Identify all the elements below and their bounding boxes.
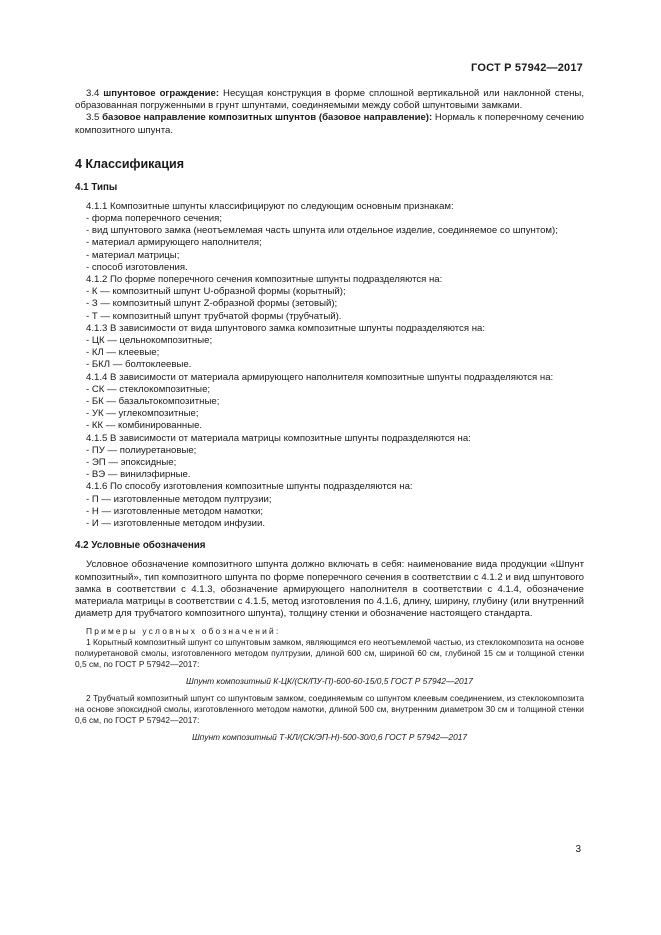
list-line: - ЭП — эпоксидные; — [86, 457, 177, 469]
page-number: 3 — [575, 844, 581, 855]
page-content — [75, 88, 584, 749]
list-line: - З — композитный шпунт Z-образной формы (зетовый); — [86, 298, 338, 310]
list-line: - БК — базальтокомпозитные; — [86, 396, 220, 408]
list-line: 4.1.3 В зависимости от вида шпунтового замка композитные шпунты подразделяются на: — [86, 322, 486, 334]
list-line: - вид шпунтового замка (неотъемлемая часть шпунта или отдельное изделие, соединяемое со шпунтом); — [86, 225, 558, 237]
list-line: - способ изготовления. — [86, 261, 188, 273]
term-definition: Несущая конструкция в форме сплошной вертикальной или наклонной стены, образованная погруженными в грунт шпунтами, соединяемыми между собой шпунтовыми замками. — [75, 88, 584, 112]
list-line: 4.1.5 В зависимости от материала матрицы композитные шпунты подразделяются на: — [86, 432, 471, 444]
list-line: - УК — углекомпозитные; — [86, 408, 199, 420]
list-line: - ПУ — полиуретановые; — [86, 444, 197, 456]
list-line: - ЦК — цельнокомпозитные; — [86, 335, 213, 347]
list-line: 4.1.4 В зависимости от материала армирующего наполнителя композитные шпунты подразделяются на: — [86, 371, 554, 383]
example-2-designation: Шпунт композитный Т-КЛ/(СК/ЭП-Н)-500-30/0,6 ГОСТ Р 57942—2017 — [191, 732, 468, 743]
classification-list — [75, 201, 584, 530]
list-line: - материал армирующего наполнителя; — [86, 237, 262, 249]
term-name: шпунтовое ограждение: — [103, 88, 220, 99]
term-3-4 — [75, 88, 584, 112]
term-definition: Нормаль к поперечному сечению композитного шпунта. — [75, 112, 584, 136]
term-number: 3.4 — [86, 88, 104, 99]
list-line: - Т — композитный шпунт трубчатой формы (трубчатый). — [86, 310, 342, 322]
list-line: - П — изготовленные методом пултрузии; — [86, 493, 272, 505]
term-name: базовое направление композитных шпунтов (базовое направление): — [102, 112, 433, 124]
list-line: - И — изготовленные методом инфузии. — [86, 518, 266, 530]
list-line: - Н — изготовленные методом намотки; — [86, 505, 263, 517]
list-line: 4.1.6 По способу изготовления композитные шпунты подразделяются на: — [86, 481, 413, 493]
list-line: - СК — стеклокомпозитные; — [86, 383, 211, 395]
example-1-text: 1 Корытный композитный шпунт со шпунтовым замком, являющимся его неотъемлемой частью, из стеклокомпозита на основе полиуретановой смолы, изготовленного методом пултрузии, длиной 600 см, шириной 60 см, глубиной 15 см и толщиной стенки 0,5 см, по ГОСТ Р 57942—2017: — [75, 637, 584, 670]
section-4-heading: 4 Классификация — [75, 156, 185, 171]
term-number: 3.5 — [86, 112, 103, 124]
list-line: 4.1.1 Композитные шпунты классифицируют по следующим основным признакам: — [86, 200, 454, 212]
standard-header: ГОСТ Р 57942—2017 — [471, 62, 583, 74]
list-line: 4.1.2 По форме поперечного сечения композитные шпунты подразделяются на: — [86, 274, 443, 286]
designation-paragraph: Условное обозначение композитного шпунта должно включать в себя: наименование вида продукции «Шпунт композитный», тип композитного шпунта по форме поперечного сечения в соответствии с 4.1.2 и вид шпунтового замка в соответствии с 4.1.3, обозначение армирующего наполнителя в соответствии с 4.1.4, обозначение материала матрицы в соответствии с 4.1.5, метод изготовления по 4.1.6, длину, ширину, глубину (или внутренний диаметр для трубчатого композитного шпунта), толщину стенки и обозначение настоящего стандарта. — [75, 559, 584, 620]
list-line: - К — композитный шпунт U-образной формы (корытный); — [86, 286, 346, 298]
subsection-4-1-heading: 4.1 Типы — [75, 181, 118, 193]
example-1-designation: Шпунт композитный К-ЦК/(СК/ПУ-П)-600-60-15/0,5 ГОСТ Р 57942—2017 — [186, 676, 473, 687]
subsection-4-2-heading: 4.2 Условные обозначения — [75, 540, 206, 552]
list-line: - ВЭ — винилэфирные. — [86, 469, 191, 481]
list-line: - КЛ — клеевые; — [86, 347, 160, 359]
example-2-text: 2 Трубчатый композитный шпунт со шпунтовым замком, соединяемым со шпунтом клеевым соединением, из стеклокомпозита на основе эпоксидной смолы, изготовленного методом намотки, длиной 500 см, внутренним диаметром 30 см и толщиной стенки 0,6 см, по ГОСТ Р 57942—2017: — [75, 693, 584, 726]
list-line: - материал матрицы; — [86, 249, 180, 261]
list-line: - форма поперечного сечения; — [86, 213, 223, 225]
list-line: - БКЛ — болтоклеевые. — [86, 359, 192, 371]
examples-heading: Примеры условных обозначений: — [86, 626, 281, 637]
term-3-5 — [75, 112, 584, 136]
list-line: - КК — комбинированные. — [86, 420, 203, 432]
